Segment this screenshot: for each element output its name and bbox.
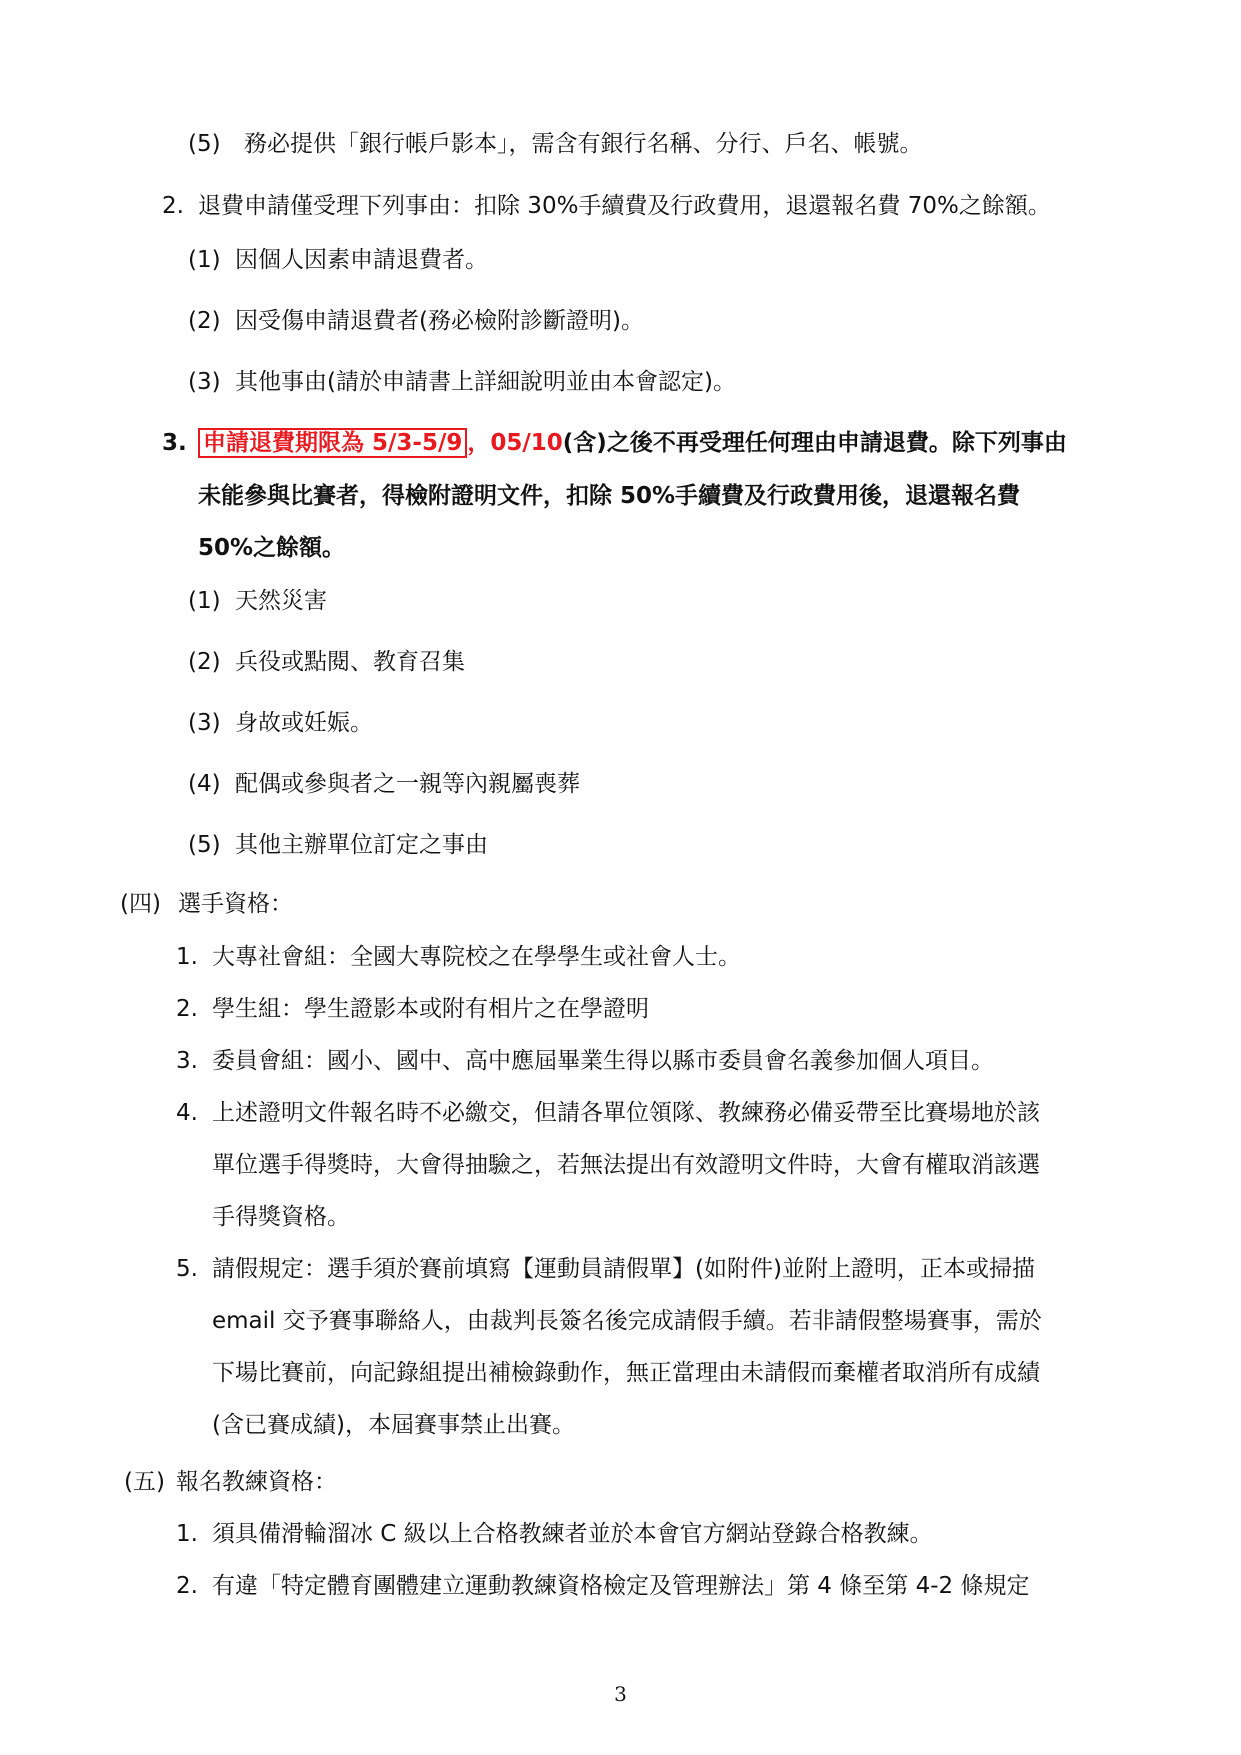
section-heading bbox=[124, 1467, 337, 1497]
item-text: 因受傷申請退費者(務必檢附診斷證明)。 bbox=[235, 308, 644, 334]
item-number: (2) bbox=[188, 649, 221, 675]
item-number: (3) bbox=[188, 369, 221, 395]
list-item bbox=[188, 708, 373, 738]
item-text: 下場比賽前，向記錄組提出補檢錄動作，無正當理由未請假而棄權者取消所有成績 bbox=[212, 1360, 1040, 1386]
continuation-line bbox=[212, 1358, 1040, 1388]
item-text: (含已賽成績)，本屆賽事禁止出賽。 bbox=[212, 1412, 575, 1438]
item-text: 退費申請僅受理下列事由：扣除 30%手續費及行政費用，退還報名費 70%之餘額。 bbox=[198, 193, 1051, 219]
item-text: 須具備滑輪溜冰 C 級以上合格教練者並於本會官方網站登錄合格教練。 bbox=[212, 1521, 933, 1547]
continuation-line bbox=[212, 1150, 1040, 1180]
item-text: 務必提供「銀行帳戶影本」，需含有銀行名稱、分行、戶名、帳號。 bbox=[244, 131, 923, 157]
list-item bbox=[188, 367, 736, 397]
item-text: 其他事由(請於申請書上詳細說明並由本會認定)。 bbox=[235, 369, 736, 395]
list-item bbox=[162, 191, 1051, 221]
item-number: (1) bbox=[188, 247, 221, 273]
list-item bbox=[188, 586, 327, 616]
continuation-line bbox=[212, 1202, 350, 1232]
item-text: 有違「特定體育團體建立運動教練資格檢定及管理辦法」第 4 條至第 4-2 條規定 bbox=[212, 1573, 1030, 1599]
list-item bbox=[188, 830, 488, 860]
item-text: 兵役或點閱、教育召集 bbox=[235, 649, 465, 675]
refund-deadline-item bbox=[162, 428, 1067, 458]
section-heading bbox=[120, 889, 293, 919]
list-item bbox=[188, 245, 488, 275]
item-text: 大專社會組：全國大專院校之在學學生或社會人士。 bbox=[212, 944, 741, 970]
item-text: 配偶或參與者之一親等內親屬喪葬 bbox=[235, 771, 580, 797]
item-text: 未能參與比賽者，得檢附證明文件，扣除 50%手續費及行政費用後，退還報名費 bbox=[198, 483, 1021, 509]
list-item bbox=[176, 1254, 1035, 1284]
item-number: (5) bbox=[188, 832, 221, 858]
item-text: 學生組：學生證影本或附有相片之在學證明 bbox=[212, 996, 649, 1022]
list-item bbox=[176, 1046, 994, 1076]
item-number: (1) bbox=[188, 588, 221, 614]
item-text: 因個人因素申請退費者。 bbox=[235, 247, 488, 273]
item-number: 1. bbox=[176, 944, 198, 970]
item-text: 手得獎資格。 bbox=[212, 1204, 350, 1230]
item-text: 請假規定：選手須於賽前填寫【運動員請假單】(如附件)並附上證明，正本或掃描 bbox=[212, 1256, 1035, 1282]
list-item bbox=[176, 1098, 1040, 1128]
item-text: 50%之餘額。 bbox=[198, 535, 346, 561]
section-title: 報名教練資格： bbox=[176, 1469, 337, 1495]
page-number: 3 bbox=[614, 1682, 627, 1706]
item-number: 2. bbox=[176, 1573, 198, 1599]
item-number: (3) bbox=[188, 710, 221, 736]
deadline-highlight: 申請退費期限為 5/3-5/9 bbox=[198, 428, 467, 458]
deadline-date: ，05/10 bbox=[467, 430, 563, 456]
list-item bbox=[176, 942, 741, 972]
item-text: 單位選手得獎時，大會得抽驗之，若無法提出有效證明文件時，大會有權取消該選 bbox=[212, 1152, 1040, 1178]
item-number: 5. bbox=[176, 1256, 198, 1282]
item-text: 身故或妊娠。 bbox=[235, 710, 373, 736]
item-text: email 交予賽事聯絡人，由裁判長簽名後完成請假手續。若非請假整場賽事，需於 bbox=[212, 1308, 1042, 1334]
list-item bbox=[176, 1571, 1029, 1601]
list-item bbox=[188, 769, 580, 799]
section-title: 選手資格： bbox=[178, 891, 293, 917]
list-item bbox=[188, 129, 923, 159]
item-number: 2. bbox=[162, 193, 184, 219]
item-number: (4) bbox=[188, 771, 221, 797]
list-item bbox=[176, 994, 649, 1024]
item-text: 委員會組：國小、國中、高中應屆畢業生得以縣市委員會名義參加個人項目。 bbox=[212, 1048, 994, 1074]
item-number: 2. bbox=[176, 996, 198, 1022]
item-number: 3. bbox=[162, 430, 187, 456]
continuation-line bbox=[212, 1410, 575, 1440]
item-number: 4. bbox=[176, 1100, 198, 1126]
section-number: (五) bbox=[124, 1469, 165, 1495]
continuation-line bbox=[198, 533, 345, 563]
item-number: (5) bbox=[188, 131, 221, 157]
list-item bbox=[188, 647, 465, 677]
continuation-line bbox=[198, 481, 1020, 511]
list-item bbox=[176, 1519, 933, 1549]
item-text: (含)之後不再受理任何理由申請退費。除下列事由 bbox=[562, 430, 1067, 456]
item-text: 上述證明文件報名時不必繳交，但請各單位領隊、教練務必備妥帶至比賽場地於該 bbox=[212, 1100, 1040, 1126]
section-number: (四) bbox=[120, 891, 161, 917]
item-number: (2) bbox=[188, 308, 221, 334]
item-number: 1. bbox=[176, 1521, 198, 1547]
continuation-line bbox=[212, 1306, 1042, 1336]
list-item bbox=[188, 306, 644, 336]
item-number: 3. bbox=[176, 1048, 198, 1074]
item-text: 天然災害 bbox=[235, 588, 327, 614]
item-text: 其他主辦單位訂定之事由 bbox=[235, 832, 488, 858]
